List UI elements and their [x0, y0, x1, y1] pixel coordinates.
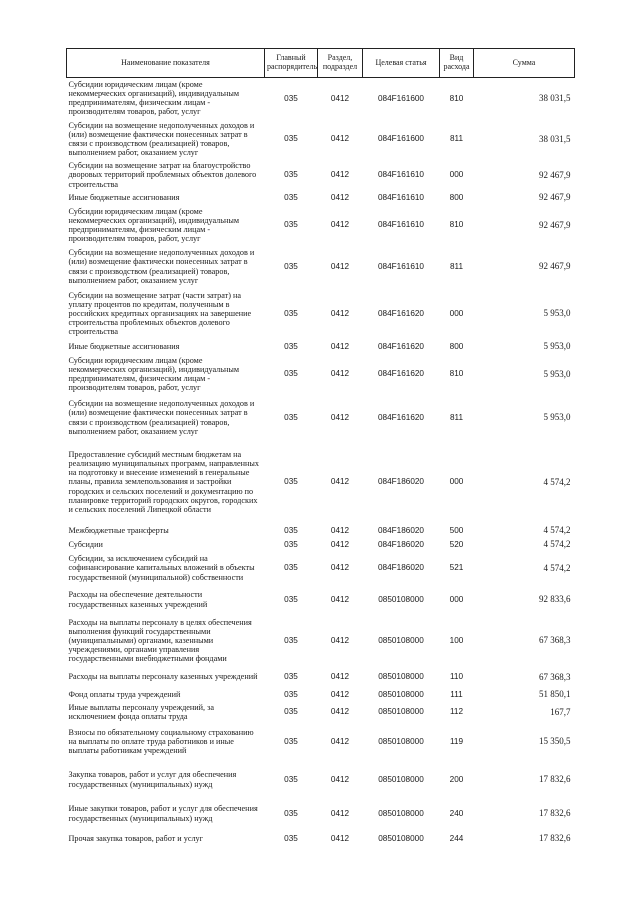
row-vr: 000	[449, 594, 464, 604]
row-razdel: 0412	[330, 341, 350, 351]
row-name: Предоставление субсидий местным бюджетам на реализацию муниципальных программ, направленных на подготовку и внесение изменений в генеральные планы, правила землепользования и застройки городских и сельских поселений и документацию по планировке территорий городских округов, городских и сельских поселений Липецкой области	[68, 449, 259, 514]
row-grbs: 035	[284, 563, 298, 573]
table-row	[67, 288, 575, 340]
table-row	[67, 441, 575, 524]
row-razdel: 0412	[330, 707, 350, 717]
row-cs: 084F186020	[378, 525, 424, 535]
row-grbs: 035	[284, 635, 298, 645]
row-cs: 084F161610	[378, 220, 424, 230]
row-grbs: 035	[284, 689, 298, 699]
row-name: Фонд оплаты труда учреждений	[68, 689, 181, 699]
row-vr: 521	[449, 563, 464, 573]
row-razdel: 0412	[330, 369, 350, 379]
row-cs: 084F186020	[378, 563, 424, 573]
row-name: Субсидии на возмещение недополученных доходов и (или) возмещение фактически понесенных затрат в связи с производством (реализацией) товаров, выполнением работ, оказанием услуг	[68, 248, 255, 285]
table-row	[67, 78, 575, 119]
row-sum: 51 850,1	[539, 689, 571, 700]
row-vr: 111	[450, 689, 463, 699]
row-sum: 5 953,0	[543, 308, 571, 319]
table-row	[67, 688, 575, 702]
row-name: Субсидии юридическим лицам (кроме некоммерческих организаций), индивидуальным предпринимателям, физическим лицам - производителям товаров, работ, услуг	[68, 79, 240, 117]
row-cs: 084F161620	[378, 341, 424, 351]
table-row	[67, 246, 575, 288]
table-row	[67, 354, 575, 395]
header-razdel: Раздел, подраздел	[318, 49, 363, 78]
header-name: Наименование показателя	[67, 49, 265, 78]
table-row	[67, 395, 575, 441]
row-cs: 0850108000	[378, 689, 424, 699]
row-cs: 0850108000	[378, 635, 424, 645]
row-cs: 084F161600	[378, 134, 424, 144]
table-row	[67, 667, 575, 688]
row-razdel: 0412	[330, 736, 350, 746]
header-vr: Вид расхода	[440, 49, 474, 78]
row-vr: 800	[449, 341, 464, 351]
row-sum: 4 574,2	[543, 562, 571, 573]
row-cs: 084F186020	[378, 539, 424, 549]
table-row	[67, 761, 575, 799]
row-sum: 5 953,0	[543, 341, 571, 352]
row-cs: 084F161620	[378, 308, 424, 318]
row-sum: 4 574,2	[543, 525, 571, 536]
header-cs: Целевая статья	[363, 49, 440, 78]
row-cs: 084F161610	[378, 170, 424, 180]
table-row	[67, 585, 575, 615]
row-vr: 520	[449, 539, 464, 549]
row-sum: 4 574,2	[543, 476, 571, 487]
row-razdel: 0412	[330, 539, 350, 549]
table-row	[67, 829, 575, 849]
row-razdel: 0412	[330, 635, 350, 645]
row-cs: 0850108000	[378, 833, 424, 843]
row-vr: 240	[449, 808, 464, 818]
table-row	[67, 119, 575, 160]
row-name: Расходы на обеспечение деятельности государственных казенных учреждений	[68, 590, 208, 609]
row-grbs: 035	[284, 808, 298, 818]
row-vr: 000	[449, 308, 464, 318]
row-grbs: 035	[284, 369, 298, 379]
row-grbs: 035	[284, 261, 298, 271]
table-row	[67, 615, 575, 667]
row-razdel: 0412	[330, 170, 350, 180]
row-sum: 92 467,9	[539, 192, 571, 203]
row-sum: 5 953,0	[543, 412, 571, 423]
row-name: Субсидии на возмещение затрат на благоустройство дворовых территорий проблемных объектов долевого строительства	[68, 161, 257, 189]
row-sum: 67 368,3	[539, 671, 571, 682]
row-cs: 084F186020	[378, 477, 424, 487]
row-grbs: 035	[284, 672, 298, 682]
table-row	[67, 340, 575, 354]
row-razdel: 0412	[330, 774, 350, 784]
row-vr: 000	[449, 170, 464, 180]
header-sum: Сумма	[474, 49, 575, 78]
row-vr: 810	[449, 220, 464, 230]
row-name: Межбюджетные трансферты	[68, 525, 169, 535]
table-row	[67, 205, 575, 246]
row-cs: 084F161610	[378, 192, 424, 202]
row-grbs: 035	[284, 539, 298, 549]
row-cs: 0850108000	[378, 707, 424, 717]
budget-page	[66, 48, 574, 849]
row-vr: 110	[449, 672, 464, 682]
row-name: Субсидии юридическим лицам (кроме некоммерческих организаций), индивидуальным предпринимателям, физическим лицам - производителям товаров, работ, услуг	[68, 206, 240, 244]
row-razdel: 0412	[330, 525, 350, 535]
row-sum: 92 467,9	[539, 169, 571, 180]
table-row	[67, 538, 575, 552]
row-razdel: 0412	[330, 672, 350, 682]
row-vr: 810	[449, 93, 464, 103]
row-razdel: 0412	[330, 308, 350, 318]
table-row	[67, 552, 575, 585]
row-name: Иные закупки товаров, работ и услуг для обеспечения государственных (муниципальных) нужд	[68, 804, 258, 823]
row-sum: 67 368,3	[539, 635, 571, 646]
row-grbs: 035	[284, 594, 298, 604]
row-cs: 0850108000	[378, 774, 424, 784]
row-vr: 811	[449, 261, 464, 271]
row-cs: 0850108000	[378, 672, 424, 682]
row-sum: 92 833,6	[539, 594, 571, 605]
row-sum: 167,7	[550, 706, 571, 717]
table-row	[67, 723, 575, 761]
row-name: Взносы по обязательному социальному страхованию на выплаты по оплате труда работников и иные выплаты работникам учреждений	[68, 727, 254, 756]
row-sum: 17 832,6	[539, 808, 571, 819]
row-sum: 5 953,0	[543, 368, 571, 379]
row-sum: 92 467,9	[539, 261, 571, 272]
row-cs: 0850108000	[378, 808, 424, 818]
row-sum: 38 031,5	[539, 93, 571, 104]
row-grbs: 035	[284, 736, 298, 746]
row-grbs: 035	[284, 93, 298, 103]
row-name: Расходы на выплаты персоналу казенных учреждений	[68, 672, 258, 682]
row-grbs: 035	[284, 477, 298, 487]
row-vr: 500	[449, 525, 464, 535]
row-grbs: 035	[284, 833, 298, 843]
row-razdel: 0412	[330, 808, 350, 818]
row-razdel: 0412	[330, 220, 350, 230]
table-row	[67, 524, 575, 538]
row-cs: 084F161620	[378, 412, 424, 422]
row-cs: 0850108000	[378, 736, 424, 746]
row-razdel: 0412	[330, 563, 350, 573]
header-grbs: Главный распорядитель	[265, 49, 318, 78]
row-name: Иные бюджетные ассигнования	[68, 192, 180, 202]
budget-table	[66, 48, 575, 849]
row-name: Субсидии на возмещение недополученных доходов и (или) возмещение фактически понесенных затрат в связи с производством (реализацией) товаров, выполнением работ, оказанием услуг	[68, 120, 255, 158]
row-razdel: 0412	[330, 689, 350, 699]
row-sum: 38 031,5	[539, 133, 571, 144]
row-vr: 112	[449, 707, 464, 717]
row-vr: 810	[449, 369, 464, 379]
row-vr: 244	[449, 833, 464, 843]
row-razdel: 0412	[330, 477, 350, 487]
row-sum: 15 350,5	[539, 736, 571, 747]
row-sum: 92 467,9	[539, 219, 571, 230]
row-grbs: 035	[284, 134, 298, 144]
row-sum: 4 574,2	[543, 539, 571, 550]
row-name: Иные выплаты персоналу учреждений, за исключением фонда оплаты труда	[68, 702, 215, 721]
row-razdel: 0412	[330, 412, 350, 422]
row-vr: 000	[449, 477, 464, 487]
row-grbs: 035	[284, 220, 298, 230]
row-grbs: 035	[284, 308, 298, 318]
row-cs: 084F161600	[378, 93, 424, 103]
row-vr: 119	[449, 736, 464, 746]
row-sum: 17 832,6	[539, 774, 571, 785]
row-grbs: 035	[284, 412, 298, 422]
row-vr: 811	[449, 134, 464, 144]
row-name: Субсидии юридическим лицам (кроме некоммерческих организаций), индивидуальным предпринимателям, физическим лицам - производителям товаров, работ, услуг	[68, 355, 240, 393]
row-razdel: 0412	[330, 192, 350, 202]
row-name: Субсидии	[68, 539, 103, 549]
row-razdel: 0412	[330, 594, 350, 604]
table-row	[67, 702, 575, 723]
row-name: Субсидии, за исключением субсидий на софинансирование капитальных вложений в объекты государственной (муниципальной) собственности	[68, 554, 255, 582]
row-name: Субсидии на возмещение затрат (части затрат) на уплату процентов по кредитам, полученным в российских кредитных организациях на завершение строительства проблемных объектов долевого строительства	[68, 290, 252, 337]
table-row	[67, 160, 575, 191]
table-row	[67, 799, 575, 829]
row-sum: 17 832,6	[539, 833, 571, 844]
row-vr: 100	[449, 635, 464, 645]
row-razdel: 0412	[330, 134, 350, 144]
row-name: Закупка товаров, работ и услуг для обеспечения государственных (муниципальных) нужд	[68, 770, 237, 789]
row-grbs: 035	[284, 192, 298, 202]
row-name: Прочая закупка товаров, работ и услуг	[68, 833, 203, 843]
row-grbs: 035	[284, 341, 298, 351]
row-grbs: 035	[284, 774, 298, 784]
row-cs: 0850108000	[378, 594, 424, 604]
row-grbs: 035	[284, 170, 298, 180]
row-razdel: 0412	[330, 833, 350, 843]
table-header-row	[67, 49, 575, 78]
row-grbs: 035	[284, 707, 298, 717]
table-row	[67, 191, 575, 205]
row-vr: 811	[449, 412, 464, 422]
row-vr: 200	[449, 774, 464, 784]
row-grbs: 035	[284, 525, 298, 535]
row-name: Иные бюджетные ассигнования	[68, 341, 180, 351]
row-name: Расходы на выплаты персоналу в целях обеспечения выполнения функций государственными (муниципальными) органами, казенными учреждениями, органами управления государственными внебюджетными фондами	[68, 617, 252, 664]
row-cs: 084F161610	[378, 261, 424, 271]
row-razdel: 0412	[330, 93, 350, 103]
row-razdel: 0412	[330, 261, 350, 271]
row-name: Субсидии на возмещение недополученных доходов и (или) возмещение фактически понесенных затрат в связи с производством (реализацией) товаров, выполнением работ, оказанием услуг	[68, 399, 255, 436]
row-vr: 800	[449, 192, 464, 202]
row-cs: 084F161620	[378, 369, 424, 379]
